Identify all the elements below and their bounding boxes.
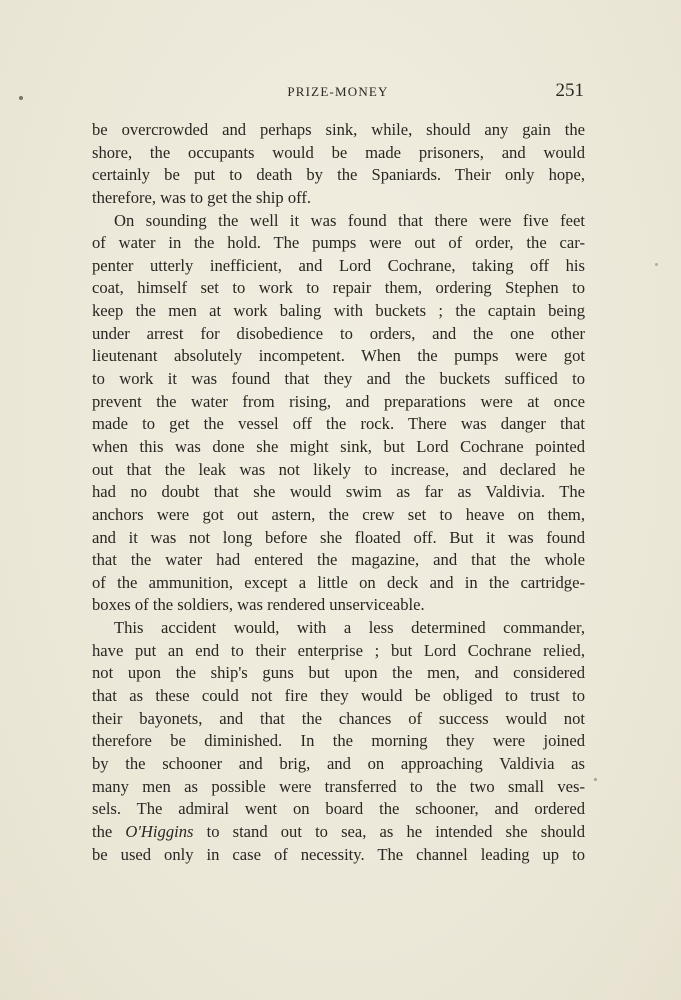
text-line <box>92 821 585 844</box>
text-line: and it was not long before she floated off. But it was found <box>92 527 585 547</box>
text-line: out that the leak was not likely to increase, and declared he <box>92 459 585 479</box>
text-line: certainly be put to death by the Spaniards. Their only hope, <box>92 165 585 185</box>
text-line: prevent the water from rising, and preparations were at once <box>92 391 585 411</box>
text-line: many men as possible were transferred to the two small ves- <box>92 776 585 796</box>
text-line: penter utterly inefficient, and Lord Cochrane, taking off his <box>92 255 585 275</box>
text-line: therefore be diminished. In the morning they were joined <box>92 731 585 751</box>
text-segment: to stand out to sea, as he intended she should <box>193 821 585 841</box>
text-line: under arrest for disobedience to orders, and the one other <box>92 323 585 343</box>
text-line: by the schooner and brig, and on approaching Valdivia as <box>92 753 585 773</box>
text-line: shore, the occupants would be made prisoners, and would <box>92 142 585 162</box>
text-line: This accident would, with a less determined commander, <box>114 618 585 638</box>
text-line: of the ammunition, except a little on deck and in the cartridge- <box>92 572 585 592</box>
text-line: lieutenant absolutely incompetent. When the pumps were got <box>92 346 585 366</box>
text-line: of water in the hold. The pumps were out of order, the car- <box>92 233 585 253</box>
ship-name-italic: O'Higgins <box>125 821 194 841</box>
running-head: PRIZE-MONEY <box>287 84 389 99</box>
text-line: keep the men at work baling with buckets ; the captain being <box>92 301 585 321</box>
text-line: be overcrowded and perhaps sink, while, should any gain the <box>92 120 585 139</box>
text-line: be used only in case of necessity. The channel leading up to <box>92 844 585 864</box>
paper-speck <box>594 778 597 781</box>
text-line: have put an end to their enterprise ; but Lord Cochrane relied, <box>92 640 585 660</box>
text-line: their bayonets, and that the chances of success would not <box>92 708 585 728</box>
text-line: coat, himself set to work to repair them, ordering Stephen to <box>92 278 585 298</box>
text-line: not upon the ship's guns but upon the men, and considered <box>92 663 585 683</box>
page-number: 251 <box>555 80 584 101</box>
text-line: that the water had entered the magazine, and that the whole <box>92 550 585 570</box>
text-line: had no doubt that she would swim as far as Valdivia. The <box>92 482 585 502</box>
paper-speck <box>655 263 658 266</box>
text-line: that as these could not fire they would be obliged to trust to <box>92 686 585 706</box>
text-line: when this was done she might sink, but Lord Cochrane pointed <box>92 436 585 456</box>
paper-speck <box>19 96 23 100</box>
text-line: sels. The admiral went on board the schooner, and ordered <box>92 799 585 819</box>
text-line: to work it was found that they and the buckets sufficed to <box>92 369 585 389</box>
text-line: On sounding the well it was found that there were five feet <box>114 210 585 230</box>
text-segment: the <box>92 821 126 841</box>
text-line: therefore, was to get the ship off. <box>92 187 312 207</box>
text-line: made to get the vessel off the rock. There was danger that <box>92 414 585 434</box>
text-line: boxes of the soldiers, was rendered unserviceable. <box>92 595 425 615</box>
text-line: anchors were got out astern, the crew set to heave on them, <box>92 504 585 524</box>
body-text <box>92 119 585 866</box>
page-header <box>92 80 584 104</box>
